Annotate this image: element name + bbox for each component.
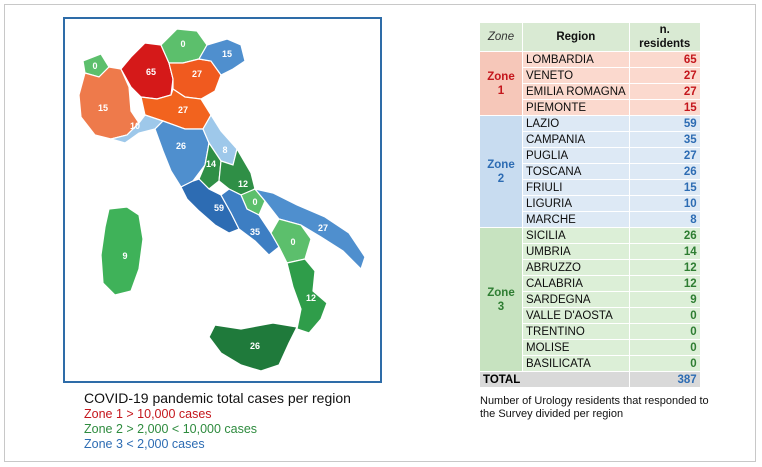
legend-zone-2: Zone 2 > 2,000 < 10,000 cases <box>84 422 258 436</box>
table-note: Number of Urology residents that responded to the Survey divided per region <box>480 395 709 420</box>
resident-count: 14 <box>629 244 700 260</box>
region-name: TOSCANA <box>523 164 630 180</box>
region-name: CAMPANIA <box>523 132 630 148</box>
resident-count: 0 <box>629 356 700 372</box>
region-name: PUGLIA <box>523 148 630 164</box>
region-name: LAZIO <box>523 116 630 132</box>
table-header-row <box>480 23 701 52</box>
resident-count: 0 <box>629 324 700 340</box>
region-label-campania: 35 <box>249 227 261 237</box>
resident-count: 26 <box>629 228 700 244</box>
resident-count: 0 <box>629 340 700 356</box>
resident-count: 27 <box>629 148 700 164</box>
resident-count: 0 <box>629 308 700 324</box>
region-name: BASILICATA <box>523 356 630 372</box>
resident-count: 8 <box>629 212 700 228</box>
italy-map <box>65 19 380 381</box>
region-name: EMILIA ROMAGNA <box>523 84 630 100</box>
region-puglia <box>255 189 365 269</box>
resident-count: 12 <box>629 276 700 292</box>
table-row <box>480 116 701 132</box>
region-name: UMBRIA <box>523 244 630 260</box>
table-body <box>480 52 701 388</box>
resident-count: 15 <box>629 100 700 116</box>
resident-count: 9 <box>629 292 700 308</box>
zone-label-2: Zone 2 <box>480 116 523 228</box>
region-label-emilia-romagna: 27 <box>177 105 189 115</box>
region-label-sardegna: 9 <box>122 251 128 261</box>
total-value: 387 <box>629 372 700 388</box>
region-label-calabria: 12 <box>305 293 317 303</box>
region-name: LOMBARDIA <box>523 52 630 68</box>
italy-map-panel <box>63 17 382 383</box>
region-label-puglia: 27 <box>317 223 329 233</box>
region-label-lombardia: 65 <box>145 67 157 77</box>
region-label-trentino: 0 <box>180 39 186 49</box>
zone-label-3: Zone 3 <box>480 228 523 372</box>
region-label-veneto: 27 <box>191 69 203 79</box>
region-label-sicilia: 26 <box>249 341 261 351</box>
region-name: PIEMONTE <box>523 100 630 116</box>
region-name: VENETO <box>523 68 630 84</box>
region-name: VALLE D'AOSTA <box>523 308 630 324</box>
region-label-friuli: 15 <box>221 49 233 59</box>
resident-count: 15 <box>629 180 700 196</box>
total-row <box>480 372 701 388</box>
resident-count: 35 <box>629 132 700 148</box>
table-row <box>480 228 701 244</box>
region-name: LIGURIA <box>523 196 630 212</box>
header-zone: Zone <box>480 23 523 52</box>
legend-zone-3: Zone 3 < 2,000 cases <box>84 437 205 451</box>
region-label-liguria: 10 <box>129 121 141 131</box>
region-name: TRENTINO <box>523 324 630 340</box>
legend-zone-1: Zone 1 > 10,000 cases <box>84 407 212 421</box>
region-name: CALABRIA <box>523 276 630 292</box>
caption-title: COVID-19 pandemic total cases per region <box>84 390 351 406</box>
region-label-piemonte: 15 <box>97 103 109 113</box>
region-label-abruzzo: 12 <box>237 179 249 189</box>
region-name: SICILIA <box>523 228 630 244</box>
resident-count: 59 <box>629 116 700 132</box>
residents-table <box>479 22 701 388</box>
region-name: MOLISE <box>523 340 630 356</box>
resident-count: 65 <box>629 52 700 68</box>
resident-count: 10 <box>629 196 700 212</box>
table-row <box>480 52 701 68</box>
zone-label-1: Zone 1 <box>480 52 523 116</box>
resident-count: 12 <box>629 260 700 276</box>
resident-count: 27 <box>629 84 700 100</box>
region-name: MARCHE <box>523 212 630 228</box>
map-caption <box>84 390 404 452</box>
region-name: SARDEGNA <box>523 292 630 308</box>
region-label-lazio: 59 <box>213 203 225 213</box>
region-label-molise: 0 <box>252 197 258 207</box>
region-label-valle-daosta: 0 <box>92 61 98 71</box>
resident-count: 26 <box>629 164 700 180</box>
region-name: ABRUZZO <box>523 260 630 276</box>
header-region: Region <box>523 23 630 52</box>
resident-count: 27 <box>629 68 700 84</box>
total-label: TOTAL <box>480 372 630 388</box>
region-label-toscana: 26 <box>175 141 187 151</box>
region-name: FRIULI <box>523 180 630 196</box>
header-residents: n. residents <box>629 23 700 52</box>
region-label-marche: 8 <box>222 145 228 155</box>
region-label-umbria: 14 <box>205 159 217 169</box>
region-label-basilicata: 0 <box>290 237 296 247</box>
